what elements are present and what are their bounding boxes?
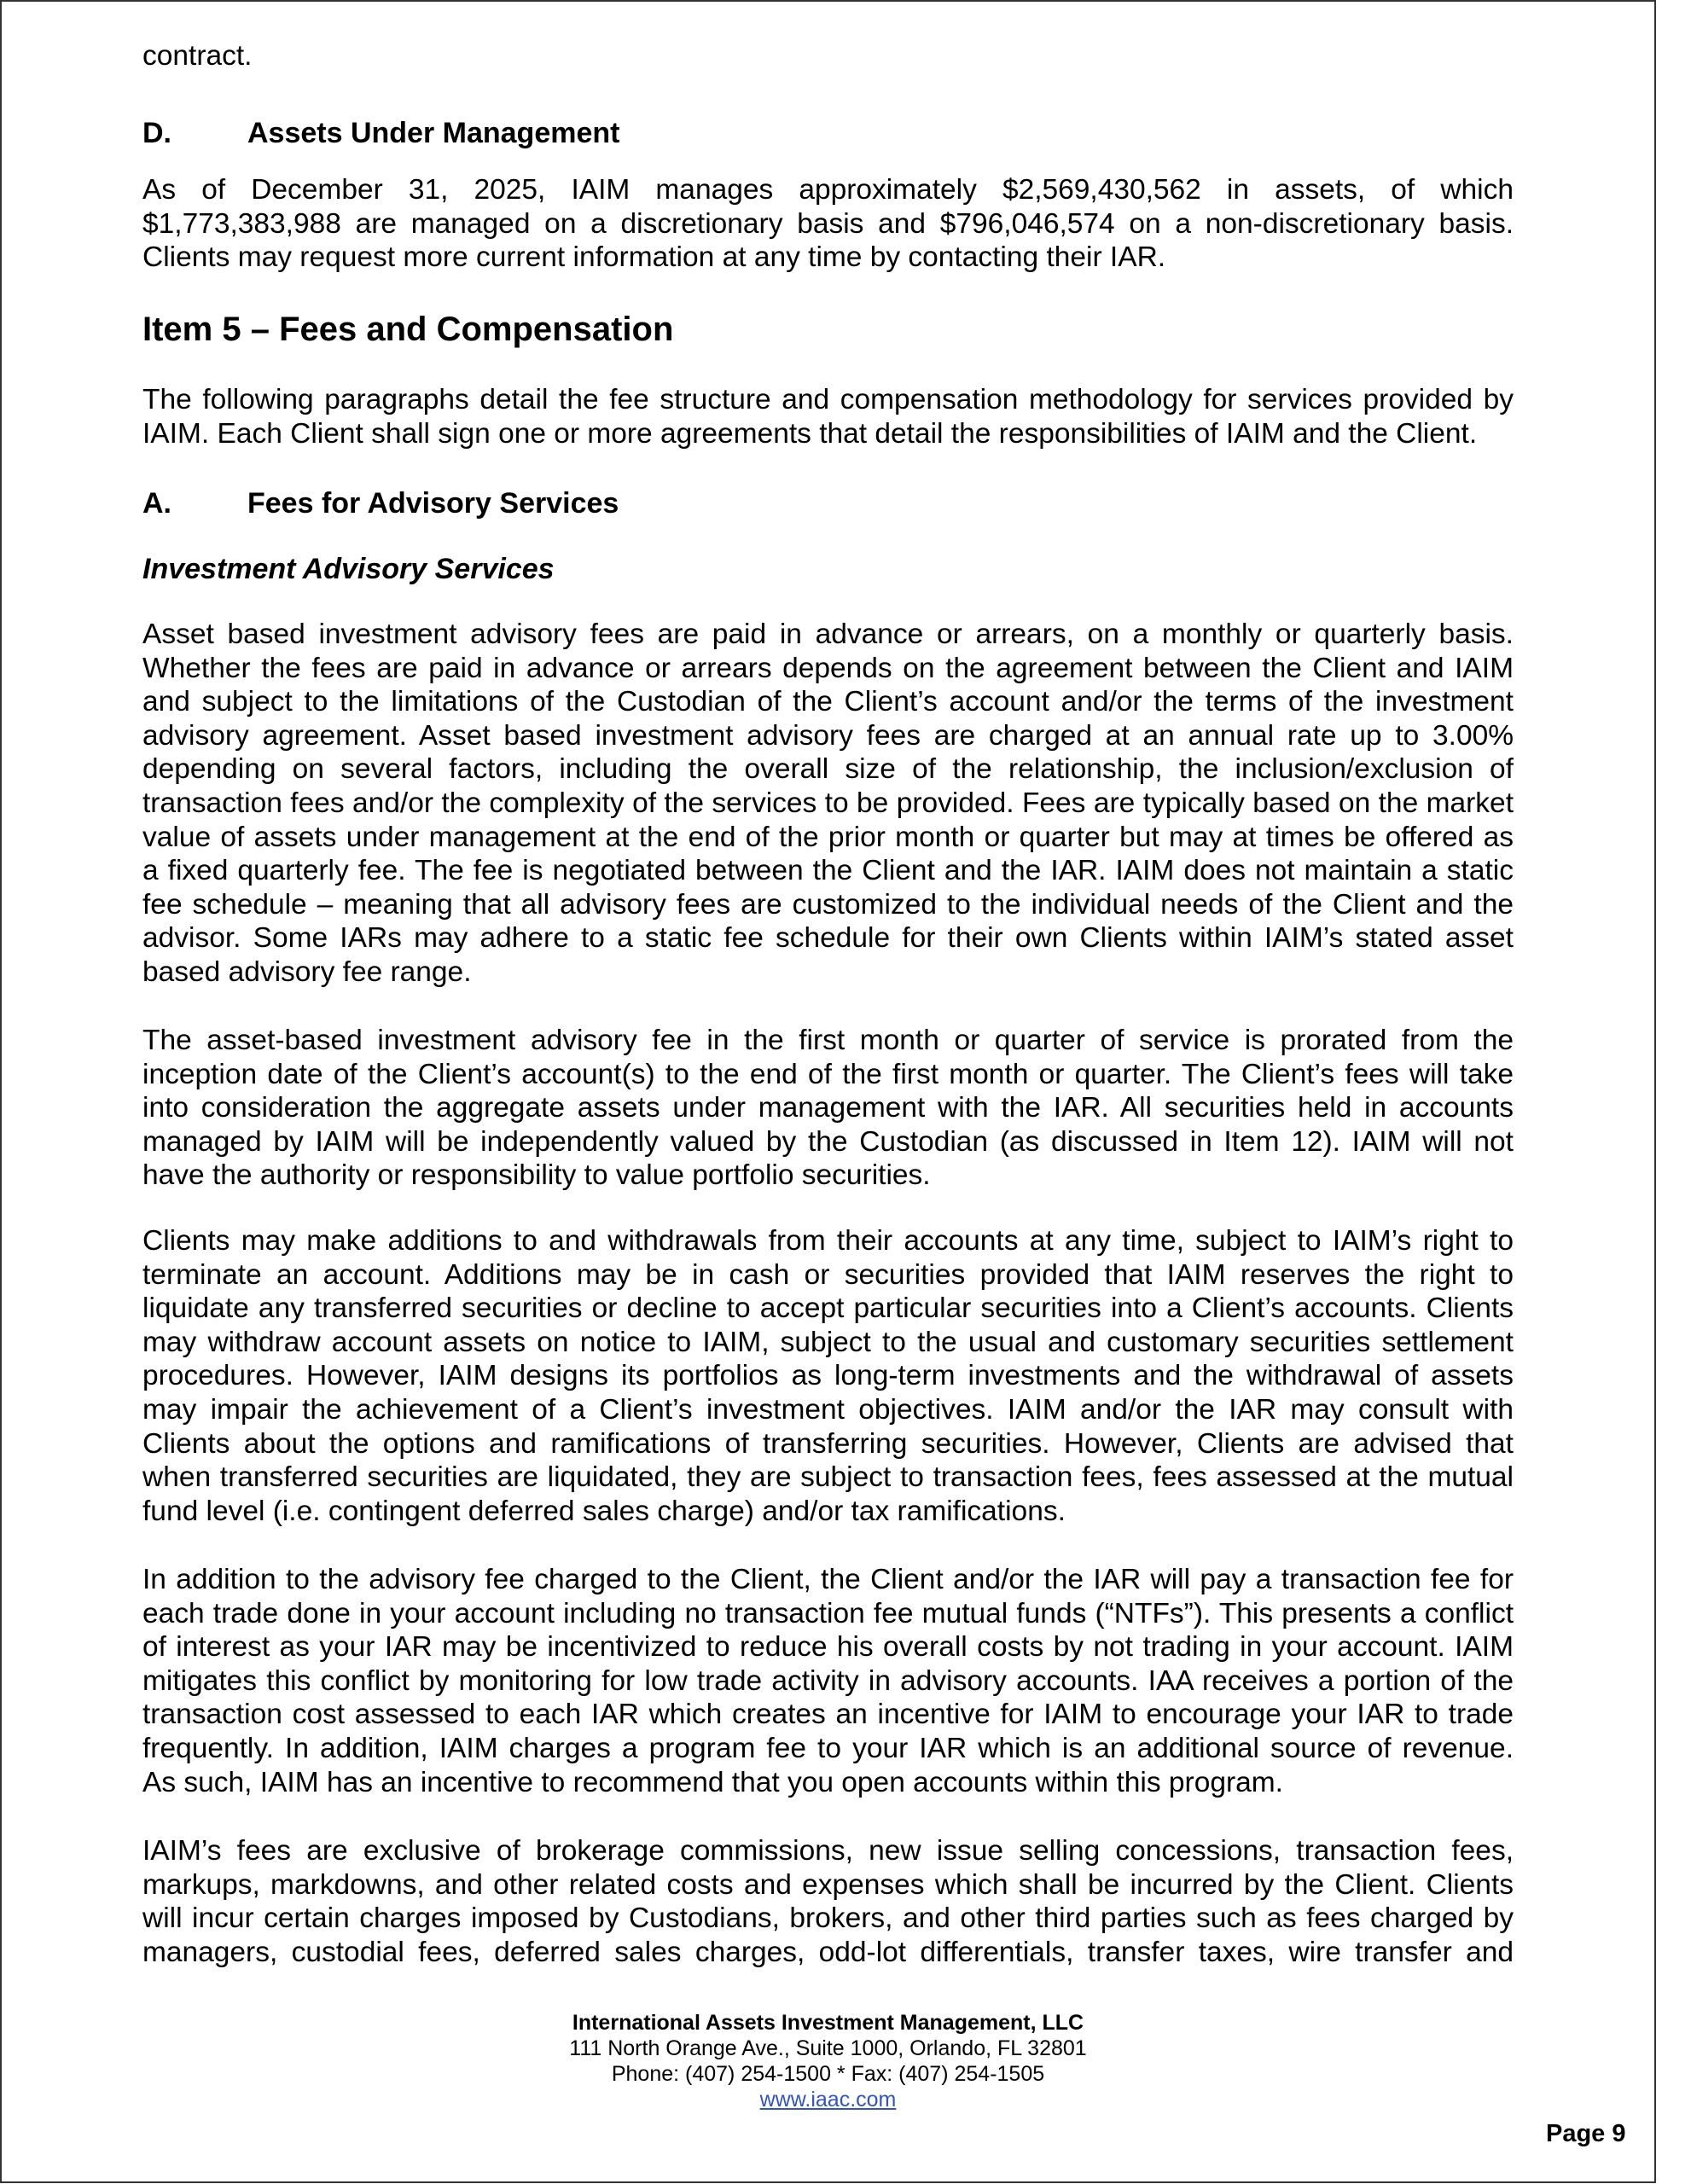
text-line: depending on several factors, including the overall size of the relationship, the inclusion/exclusion of	[142, 753, 1514, 786]
text-line: The asset-based investment advisory fee in the first month or quarter of service is prorated from the	[142, 1025, 1514, 1056]
fees-paragraph-3	[142, 1224, 1514, 1528]
text-line: fund level (i.e. contingent deferred sales charge) and/or tax ramifications.	[142, 1495, 1066, 1527]
text-line: based advisory fee range.	[142, 956, 472, 988]
text-line: Clients may make additions to and withdrawals from their accounts at any time, subject to IAIM’s right to	[142, 1225, 1514, 1257]
fees-paragraph-1	[142, 618, 1514, 990]
section-title: Fees for Advisory Services	[247, 487, 619, 520]
text-line: and subject to the limitations of the Custodian of the Client’s account and/or the terms of the investment	[142, 686, 1514, 718]
text-line: advisor. Some IARs may adhere to a static fee schedule for their own Clients within IAIM’s stated asset	[142, 922, 1514, 955]
text-line: value of assets under management at the end of the prior month or quarter but may at times be offered as	[142, 821, 1514, 853]
footer-contact: Phone: (407) 254-1500 * Fax: (407) 254-1505	[611, 2062, 1045, 2086]
text-line: liquidate any transferred securities or decline to accept particular securities into a Client’s accounts. Clients	[142, 1292, 1514, 1325]
section-title: Assets Under Management	[247, 117, 620, 149]
text-line: into consideration the aggregate assets under management with the IAR. All securities held in accounts	[142, 1092, 1514, 1124]
text-line: $1,773,383,988 are managed on a discretionary basis and $796,046,574 on a non-discretionary basis.	[142, 207, 1514, 240]
text-line: a fixed quarterly fee. The fee is negotiated between the Client and the IAR. IAIM does not maintain a static	[142, 855, 1514, 887]
text-line: transaction cost assessed to each IAR which creates an incentive for IAIM to encourage your IAR to trade	[142, 1699, 1514, 1731]
text-line: have the authority or responsibility to value portfolio securities.	[142, 1159, 931, 1192]
text-line: managers, custodial fees, deferred sales charges, odd-lot differentials, transfer taxes, wire transfer and	[142, 1936, 1514, 1968]
section-letter: D.	[142, 117, 171, 149]
text-line: fee schedule – meaning that all advisory fees are customized to the individual needs of the Client and the	[142, 888, 1514, 921]
text-line: As such, IAIM has an incentive to recommend that you open accounts within this program.	[142, 1766, 1283, 1798]
text-line: inception date of the Client’s account(s) to the end of the first month or quarter. The Client’s fees will take	[142, 1058, 1514, 1090]
text-line: Asset based investment advisory fees are paid in advance or arrears, on a monthly or quarterly basis.	[142, 619, 1514, 650]
page-footer	[0, 2010, 1656, 2112]
page-number: Page 9	[1546, 2120, 1626, 2147]
text-line: mitigates this conflict by monitoring for low trade activity in advisory accounts. IAA receives a portion of the	[142, 1664, 1514, 1697]
text-line: when transferred securities are liquidated, they are subject to transaction fees, fees assessed at the mutual	[142, 1461, 1514, 1494]
text-line: managed by IAIM will be independently valued by the Custodian (as discussed in Item 12). IAIM will not	[142, 1125, 1514, 1158]
text-line: of interest as your IAR may be incentivized to reduce his overall costs by not trading in your account. IAIM	[142, 1631, 1514, 1664]
item-5-intro-paragraph	[142, 383, 1514, 450]
text-line: In addition to the advisory fee charged to the Client, the Client and/or the IAR will pay a transaction fee for	[142, 1564, 1514, 1595]
text-line: As of December 31, 2025, IAIM manages approximately $2,569,430,562 in assets, of which	[142, 174, 1514, 206]
continuation-text	[142, 39, 1514, 73]
text-line: will incur certain charges imposed by Custodians, brokers, and other third parties such as fees charged by	[142, 1902, 1514, 1935]
text-line: IAIM. Each Client shall sign one or more agreements that detail the responsibilities of IAIM and the Client.	[142, 417, 1478, 450]
text-line: may impair the achievement of a Client’s investment objectives. IAIM and/or the IAR may consult with	[142, 1393, 1514, 1426]
section-letter: A.	[142, 487, 171, 520]
text-line: transaction fees and/or the complexity of the services to be provided. Fees are typically based on the market	[142, 787, 1514, 819]
text-line: procedures. However, IAIM designs its portfolios as long-term investments and the withdrawal of assets	[142, 1360, 1514, 1392]
section-d-heading	[142, 116, 619, 150]
text-line: terminate an account. Additions may be in cash or securities provided that IAIM reserves the right to	[142, 1258, 1514, 1291]
text-line: Clients may request more current information at any time by contacting their IAR.	[142, 241, 1166, 274]
text-line: Whether the fees are paid in advance or arrears depends on the agreement between the Client and IAIM	[142, 652, 1514, 684]
section-a-heading	[142, 486, 619, 520]
text-line: advisory agreement. Asset based investment advisory fees are charged at an annual rate up to 3.00%	[142, 719, 1514, 752]
text-line: may withdraw account assets on notice to IAIM, subject to the usual and customary securities settlement	[142, 1326, 1514, 1358]
fees-paragraph-5	[142, 1834, 1514, 1969]
footer-company-name: International Assets Investment Management, LLC	[572, 2011, 1084, 2035]
text-line: IAIM’s fees are exclusive of brokerage commissions, new issue selling concessions, transaction fees,	[142, 1835, 1514, 1867]
assets-under-management-paragraph	[142, 173, 1514, 275]
fees-paragraph-2	[142, 1024, 1514, 1193]
text-line: contract.	[142, 40, 253, 72]
footer-address: 111 North Orange Ave., Suite 1000, Orlando, FL 32801	[569, 2036, 1087, 2060]
footer-website-link[interactable]: www.iaac.com	[759, 2088, 897, 2111]
text-line: markups, markdowns, and other related costs and expenses which shall be incurred by the Client. Clients	[142, 1868, 1514, 1901]
investment-advisory-services-subheading: Investment Advisory Services	[142, 553, 555, 585]
text-line: The following paragraphs detail the fee structure and compensation methodology for services provided by	[142, 384, 1514, 415]
fees-paragraph-4	[142, 1563, 1514, 1799]
text-line: Clients about the options and ramifications of transferring securities. However, Clients are advised that	[142, 1427, 1514, 1460]
text-line: each trade done in your account including no transaction fee mutual funds (“NTFs”). This presents a conflict	[142, 1597, 1514, 1629]
text-line: frequently. In addition, IAIM charges a program fee to your IAR which is an additional source of revenue.	[142, 1732, 1514, 1764]
item-5-heading: Item 5 – Fees and Compensation	[142, 311, 674, 348]
